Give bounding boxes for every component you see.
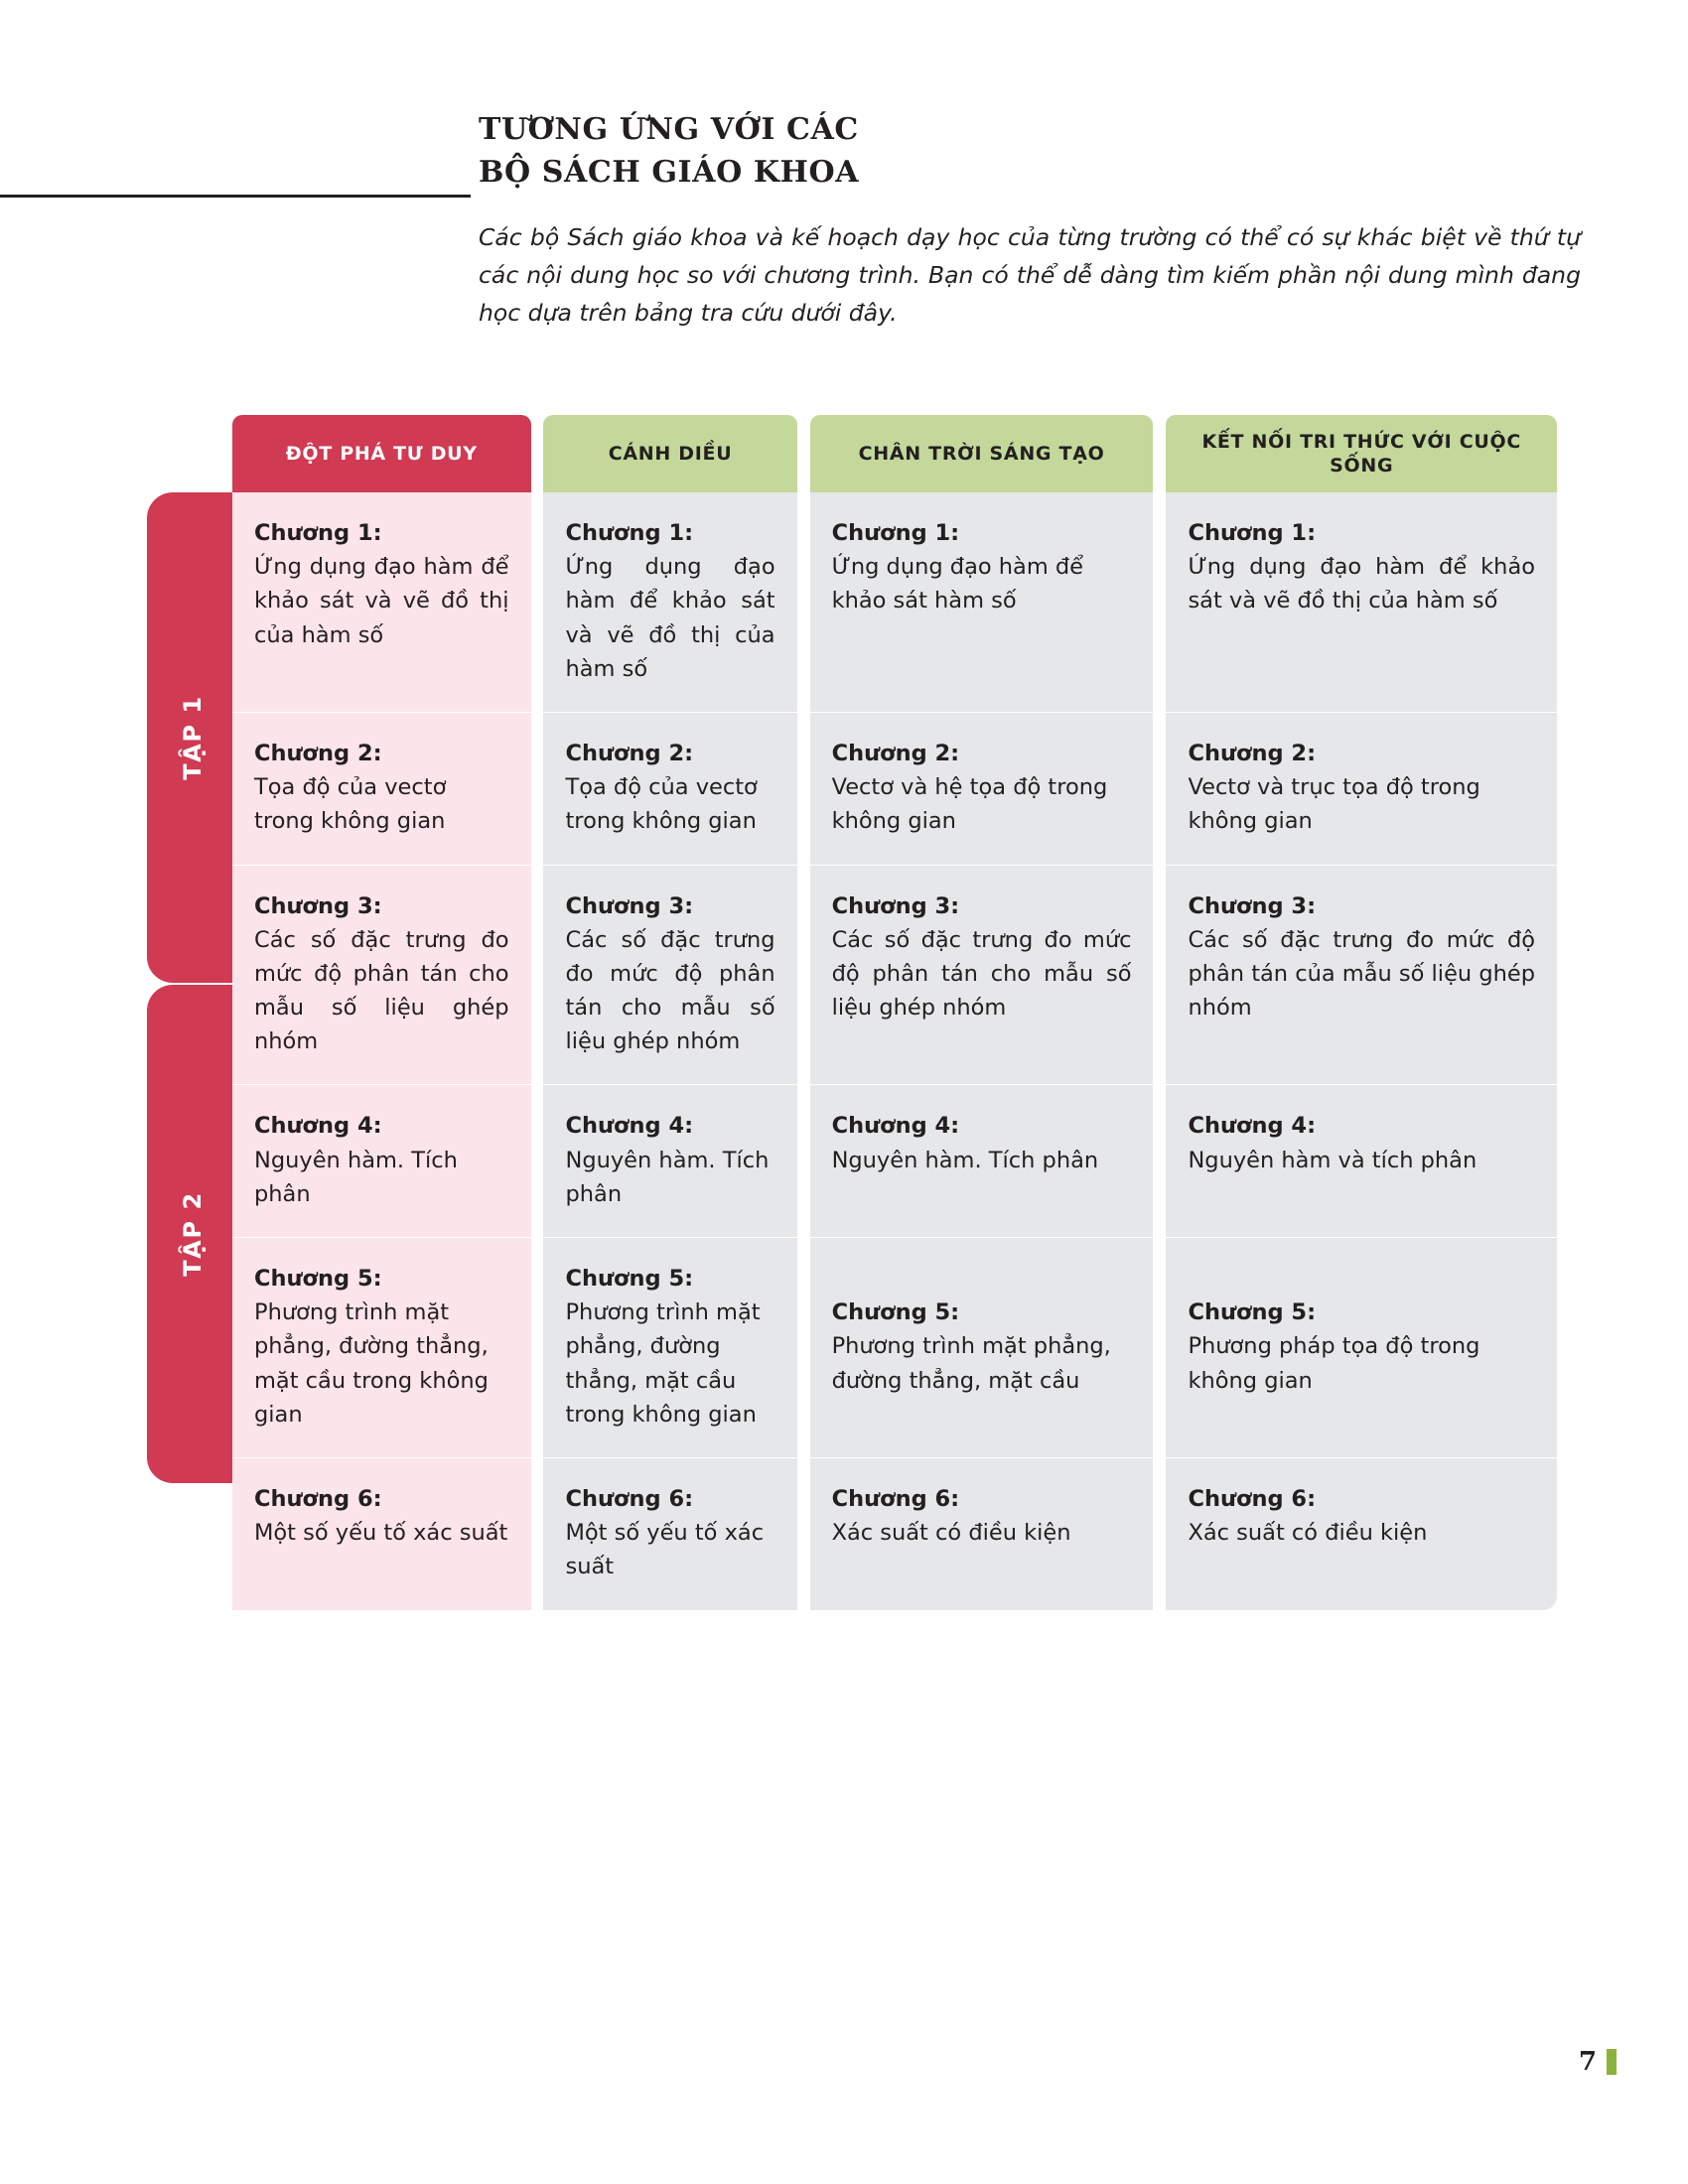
chapter-label: Chương 4:: [1188, 1113, 1317, 1140]
cell-spacer: [1153, 866, 1166, 1086]
header-divider: [0, 195, 471, 198]
chapter-label: Chương 1:: [254, 520, 382, 546]
chapter-text: Các số đặc trưng đo mức độ phân tán cho mẫu số liệu ghép nhóm: [565, 926, 775, 1055]
cell-chapter-6-kntt: [1166, 1458, 1557, 1610]
cell-chapter-1-cd: [543, 492, 796, 713]
chapter-text: Nguyên hàm. Tích phân: [565, 1147, 770, 1207]
chapter-label: Chương 5:: [1188, 1299, 1317, 1326]
volume-tab-1: [147, 492, 238, 983]
cell-chapter-6-cd: [543, 1458, 796, 1610]
cell-spacer: [797, 1238, 810, 1458]
chapter-text: Vectơ và trục tọa độ trong không gian: [1188, 774, 1480, 835]
chapter-text: Xác suất có điều kiện: [1188, 1520, 1428, 1547]
cell-spacer: [797, 713, 810, 866]
table-header-row: [232, 415, 1557, 492]
chapter-text: Xác suất có điều kiện: [831, 1520, 1071, 1547]
table-row: [232, 866, 1557, 1086]
chapter-text: Tọa độ của vectơ trong không gian: [565, 774, 758, 835]
chapter-text: Nguyên hàm. Tích phân: [254, 1147, 458, 1207]
chapter-label: Chương 4:: [254, 1113, 382, 1140]
chapter-label: Chương 2:: [565, 740, 694, 766]
chapter-label: Chương 6:: [831, 1485, 960, 1512]
chapter-text: Phương trình mặt phẳng, đường thẳng, mặt cầu trong không gian: [254, 1299, 489, 1428]
cell-spacer: [531, 1458, 544, 1610]
cell-spacer: [531, 866, 544, 1086]
page-title: [479, 109, 1372, 194]
cell-spacer: [531, 1085, 544, 1238]
chapter-text: Một số yếu tố xác suất: [254, 1520, 508, 1547]
chapter-label: Chương 2:: [831, 740, 960, 766]
chapter-text: Ứng dụng đạo hàm để khảo sát và vẽ đồ thị của hàm số: [565, 554, 775, 682]
cell-chapter-6-dpt: [232, 1458, 531, 1610]
cell-chapter-5-dpt: [232, 1238, 531, 1458]
cell-spacer: [1153, 1085, 1166, 1238]
cell-chapter-4-ctst: [810, 1085, 1154, 1238]
cell-chapter-5-cd: [543, 1238, 796, 1458]
chapter-label: Chương 5:: [831, 1299, 960, 1326]
cell-chapter-1-dpt: [232, 492, 531, 713]
cell-spacer: [531, 713, 544, 866]
page-number: 7: [1578, 2047, 1597, 2077]
cell-chapter-2-cd: [543, 713, 796, 866]
chapter-label: Chương 3:: [831, 892, 960, 919]
cell-chapter-4-kntt: [1166, 1085, 1557, 1238]
chapter-label: Chương 3:: [565, 892, 694, 919]
chapter-text: Các số đặc trưng đo mức độ phân tán của mẫu số liệu ghép nhóm: [1188, 926, 1535, 1022]
cell-chapter-5-ctst: [810, 1238, 1154, 1458]
chapter-label: Chương 6:: [1188, 1485, 1317, 1512]
chapter-text: Nguyên hàm và tích phân: [1188, 1147, 1477, 1173]
page-title-line-1: TƯƠNG ỨNG VỚI CÁC: [479, 112, 859, 147]
chapter-text: Các số đặc trưng đo mức độ phân tán cho mẫu số liệu ghép nhóm: [831, 926, 1132, 1022]
cell-chapter-2-kntt: [1166, 713, 1557, 866]
page-title-line-2: BỘ SÁCH GIÁO KHOA: [479, 154, 860, 190]
cell-spacer: [1153, 713, 1166, 866]
cell-spacer: [1153, 492, 1166, 713]
chapter-text: Các số đặc trưng đo mức độ phân tán cho mẫu số liệu ghép nhóm: [254, 926, 509, 1055]
column-header-canh-dieu: CÁNH DIỀU: [543, 415, 796, 492]
chapter-label: Chương 5:: [565, 1266, 694, 1292]
header-spacer: [531, 415, 544, 492]
table-row: [232, 492, 1557, 713]
chapter-label: Chương 2:: [254, 740, 382, 766]
table-row: [232, 1458, 1557, 1610]
chapter-text: Tọa độ của vectơ trong không gian: [254, 774, 447, 835]
cell-chapter-2-ctst: [810, 713, 1154, 866]
column-header-ket-noi-tri-thuc: KẾT NỐI TRI THỨC VỚI CUỘC SỐNG: [1166, 415, 1557, 492]
cell-spacer: [797, 492, 810, 713]
chapter-label: Chương 1:: [565, 520, 694, 546]
cell-spacer: [797, 866, 810, 1086]
chapter-label: Chương 3:: [1188, 892, 1317, 919]
volume-tab-2-label: TẬP 2: [179, 1191, 207, 1277]
column-header-dot-pha-tu-duy: ĐỘT PHÁ TƯ DUY: [232, 415, 531, 492]
chapter-label: Chương 3:: [254, 892, 382, 919]
chapter-text: Nguyên hàm. Tích phân: [831, 1147, 1099, 1173]
cell-chapter-5-kntt: [1166, 1238, 1557, 1458]
table-row: [232, 1085, 1557, 1238]
chapter-text: Ứng dụng đạo hàm để khảo sát hàm số: [831, 554, 1084, 614]
chapter-label: Chương 1:: [1188, 520, 1317, 546]
table-row: [232, 1238, 1557, 1458]
chapter-label: Chương 4:: [831, 1113, 960, 1140]
chapter-text: Phương trình mặt phẳng, đường thẳng, mặt cầu trong không gian: [565, 1299, 761, 1428]
cell-chapter-4-dpt: [232, 1085, 531, 1238]
chapter-text: Phương trình mặt phẳng, đường thẳng, mặt cầu: [831, 1333, 1111, 1394]
cell-chapter-3-kntt: [1166, 866, 1557, 1086]
chapter-text: Một số yếu tố xác suất: [565, 1520, 765, 1580]
chapter-text: Ứng dụng đạo hàm để khảo sát và vẽ đồ thị của hàm số: [1188, 554, 1535, 614]
cell-chapter-3-dpt: [232, 866, 531, 1086]
cell-chapter-6-ctst: [810, 1458, 1154, 1610]
table-row: [232, 713, 1557, 866]
chapter-label: Chương 1:: [831, 520, 960, 546]
cell-spacer: [797, 1085, 810, 1238]
volume-tab-1-label: TẬP 1: [179, 695, 207, 780]
cell-spacer: [797, 1458, 810, 1610]
chapter-text: Phương pháp tọa độ trong không gian: [1188, 1333, 1480, 1394]
chapter-label: Chương 4:: [565, 1113, 694, 1140]
cell-chapter-3-cd: [543, 866, 796, 1086]
cell-chapter-4-cd: [543, 1085, 796, 1238]
chapter-text: Vectơ và hệ tọa độ trong không gian: [831, 774, 1108, 835]
chapter-label: Chương 6:: [565, 1485, 694, 1512]
cell-spacer: [1153, 1458, 1166, 1610]
volume-tab-2: [147, 985, 238, 1483]
intro-paragraph: Các bộ Sách giáo khoa và kế hoạch dạy học của từng trường có thể có sự khác biệt về thứ tự các nội dung học so với chương trình. Bạn có thể dễ dàng tìm kiếm phần nội dung mình đang học dựa trên bảng tra cứu dưới đây.: [479, 223, 1581, 328]
cell-chapter-3-ctst: [810, 866, 1154, 1086]
column-header-chan-troi-sang-tao: CHÂN TRỜI SÁNG TẠO: [810, 415, 1154, 492]
chapter-label: Chương 5:: [254, 1266, 382, 1292]
chapter-label: Chương 6:: [254, 1485, 382, 1512]
chapter-text: Ứng dụng đạo hàm để khảo sát và vẽ đồ thị của hàm số: [254, 554, 509, 648]
chapter-label: Chương 2:: [1188, 740, 1317, 766]
header-spacer: [797, 415, 810, 492]
cell-spacer: [531, 492, 544, 713]
textbook-mapping-table: [232, 415, 1557, 1610]
page-footer: [1579, 2047, 1617, 2077]
cell-spacer: [531, 1238, 544, 1458]
cell-chapter-1-ctst: [810, 492, 1154, 713]
cell-spacer: [1153, 1238, 1166, 1458]
cell-chapter-1-kntt: [1166, 492, 1557, 713]
cell-chapter-2-dpt: [232, 713, 531, 866]
footer-mark-icon: [1607, 2049, 1617, 2075]
header-spacer: [1153, 415, 1166, 492]
